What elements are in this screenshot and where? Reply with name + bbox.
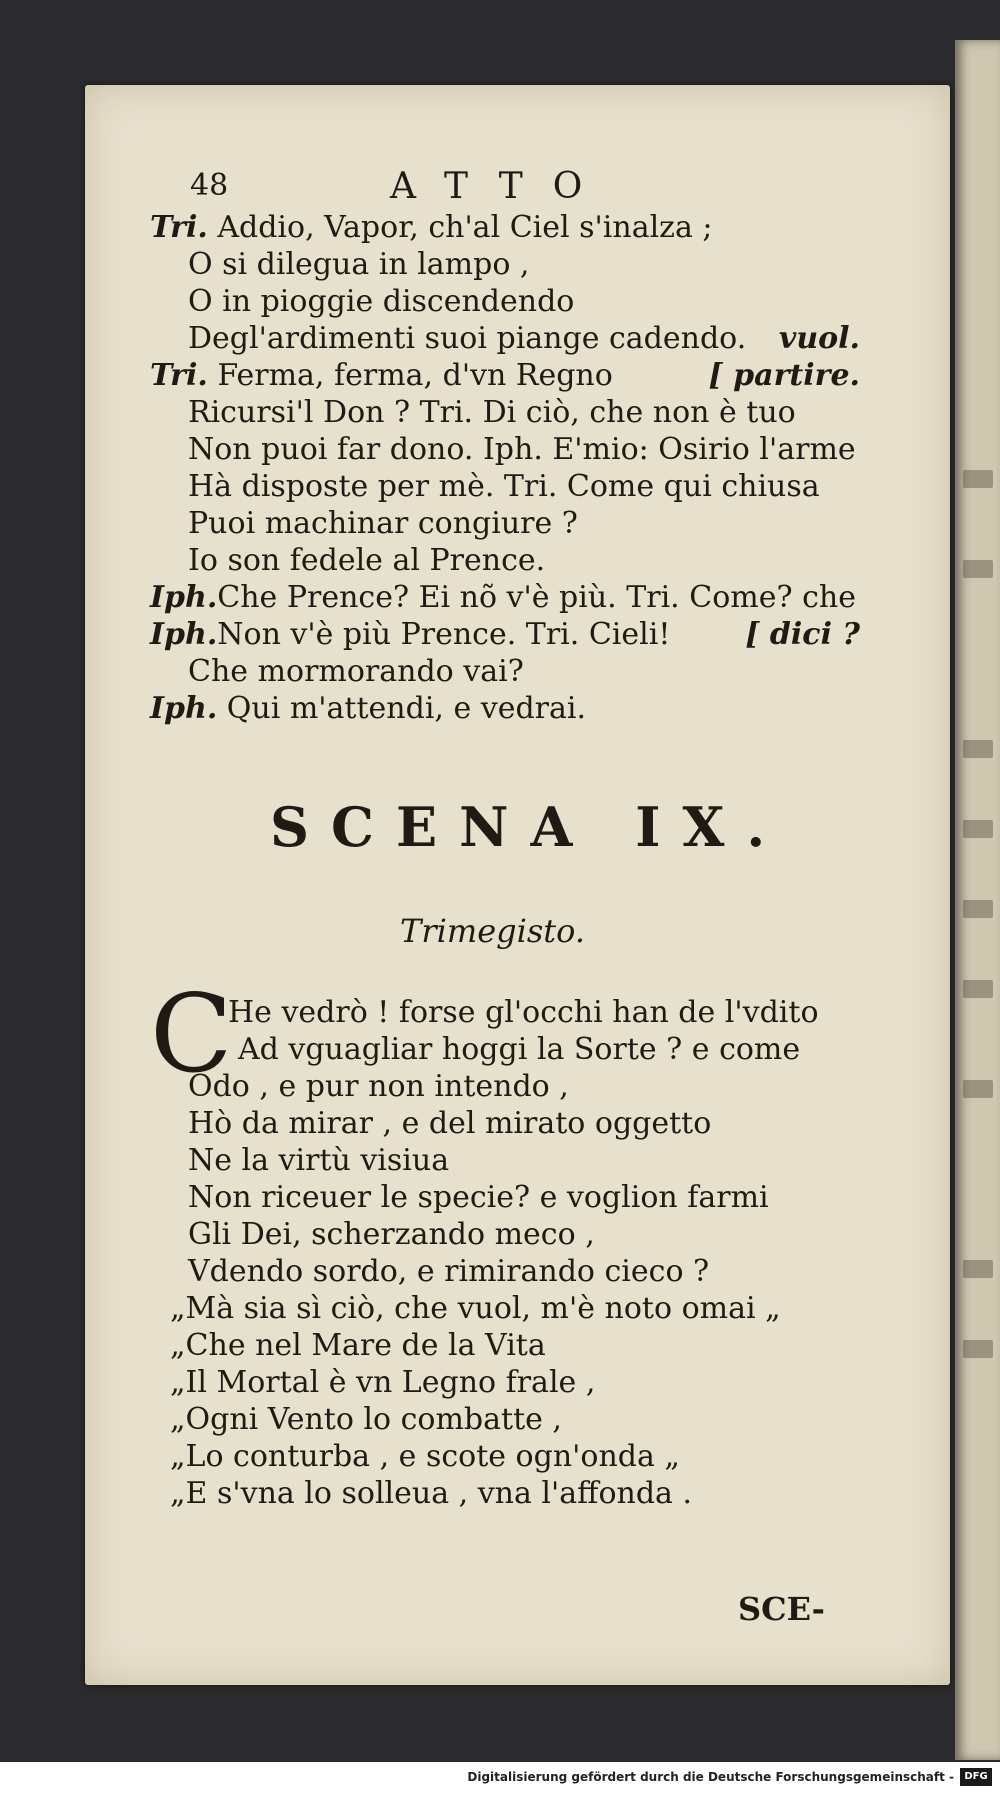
monologue-line: Gli Dei, scherzando meco , <box>188 1217 595 1252</box>
ghost-text-mark <box>963 740 993 758</box>
speaker-label: Tri. <box>150 210 208 245</box>
line-text: Non puoi far dono. Iph. E'mio: Osirio l'arme <box>188 432 856 467</box>
running-header <box>190 168 910 208</box>
stage-direction: [ partire. <box>708 358 860 393</box>
ghost-text-mark <box>963 560 993 578</box>
line-text: Ferma, ferma, d'vn Regno <box>207 358 613 393</box>
adjacent-page-edge <box>955 40 1000 1760</box>
line-text: Addio, Vapor, ch'al Ciel s'inalza ; <box>207 210 713 245</box>
ghost-text-mark <box>963 1080 993 1098</box>
dfg-logo: DFG <box>960 1768 992 1786</box>
line-text: Non v'è più Prence. Tri. Cieli! <box>217 617 671 652</box>
line-text: O in pioggie discendendo <box>188 284 575 319</box>
dialogue-line <box>188 247 529 283</box>
dialogue-line <box>150 617 670 653</box>
monologue-line: „Il Mortal è vn Legno frale , <box>170 1365 596 1400</box>
ghost-text-mark <box>963 1260 993 1278</box>
ghost-text-mark <box>963 470 993 488</box>
page-number: 48 <box>190 168 229 203</box>
dialogue-line <box>150 691 586 727</box>
monologue-line: „Che nel Mare de la Vita <box>170 1328 546 1363</box>
character-name: Trimegisto. <box>400 912 586 950</box>
dialogue-line <box>188 469 820 505</box>
stage-direction: vuol. <box>778 321 860 356</box>
footer-credit: Digitalisierung gefördert durch die Deutsche Forschungsgemeinschaft - <box>467 1770 954 1784</box>
speaker-label: Iph. <box>150 580 218 615</box>
scene-title: SCENA IX. <box>270 795 788 859</box>
ghost-text-mark <box>963 980 993 998</box>
dialogue-line <box>188 543 545 579</box>
dialogue-line <box>188 321 746 357</box>
digitization-footer <box>0 1762 1000 1793</box>
monologue-line: Non riceuer le specie? e voglion farmi <box>188 1180 769 1215</box>
monologue-line: „Lo conturba , e scote ogn'onda „ <box>170 1439 680 1474</box>
dialogue-line <box>188 395 796 431</box>
ghost-text-mark <box>963 820 993 838</box>
speaker-label: Iph. <box>150 691 218 726</box>
line-text: Hà disposte per mè. Tri. Come qui chiusa <box>188 469 820 504</box>
monologue-line: Hò da mirar , e del mirato oggetto <box>188 1106 712 1141</box>
dialogue-line <box>150 358 613 394</box>
dialogue-line <box>188 654 524 690</box>
dialogue-line <box>188 284 574 320</box>
line-text: Io son fedele al Prence. <box>188 543 546 578</box>
ghost-text-mark <box>963 1340 993 1358</box>
line-text: Ricursi'l Don ? Tri. Di ciò, che non è tuo <box>188 395 796 430</box>
catchword: SCE- <box>738 1590 825 1628</box>
act-title: ATTO <box>390 166 613 207</box>
dialogue-line <box>150 210 713 246</box>
monologue-line: Ad vguagliar hoggi la Sorte ? e come <box>238 1032 801 1067</box>
dialogue-line <box>188 506 578 542</box>
monologue-line: Ne la virtù visiua <box>188 1143 450 1178</box>
monologue-line: He vedrò ! forse gl'occhi han de l'vdito <box>228 995 819 1030</box>
line-text: Puoi machinar congiure ? <box>188 506 578 541</box>
line-text: Qui m'attendi, e vedrai. <box>217 691 587 726</box>
monologue-line: Vdendo sordo, e rimirando cieco ? <box>188 1254 710 1289</box>
drop-capital: C <box>150 972 233 1097</box>
speaker-label: Tri. <box>150 358 208 393</box>
line-text: Che mormorando vai? <box>188 654 524 689</box>
dialogue-line <box>150 580 856 616</box>
monologue-line: „E s'vna lo solleua , vna l'affonda . <box>170 1476 692 1511</box>
speaker-label: Iph. <box>150 617 218 652</box>
monologue-line: „Ogni Vento lo combatte , <box>170 1402 562 1437</box>
line-text: O si dilegua in lampo , <box>188 247 530 282</box>
line-text: Che Prence? Ei nõ v'è più. Tri. Come? che <box>217 580 856 615</box>
stage-direction: [ dici ? <box>745 617 860 652</box>
dialogue-line <box>188 432 856 468</box>
monologue-line: Odo , e pur non intendo , <box>188 1069 569 1104</box>
monologue-line: „Mà sia sì ciò, che vuol, m'è noto omai „ <box>170 1291 781 1326</box>
ghost-text-mark <box>963 900 993 918</box>
line-text: Degl'ardimenti suoi piange cadendo. <box>188 321 747 356</box>
